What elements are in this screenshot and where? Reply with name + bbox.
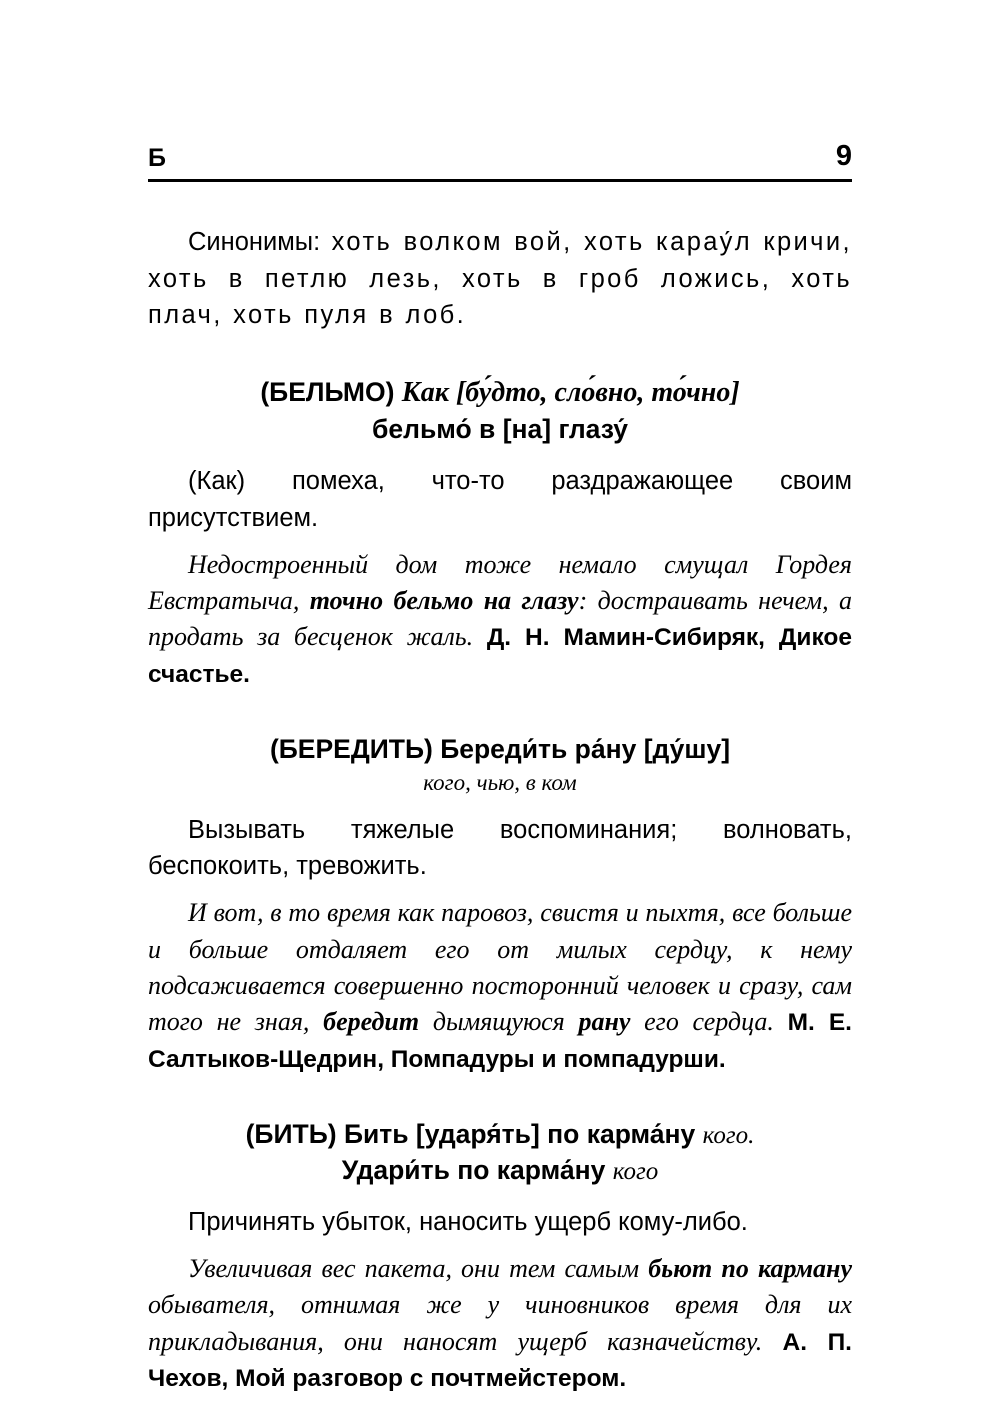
synonyms-list: хоть волком вой, хоть карау́л кричи, хоть в петлю лезь, хоть в гроб ложись, хоть плач, хоть пуля в лоб. bbox=[148, 228, 852, 330]
citation-part: : достраивать нечем, а продать за бесценок жаль. bbox=[148, 586, 853, 652]
entry-headword-line bbox=[148, 1117, 852, 1188]
citation-source: А. П. Чехов, Мой разговор с почтмейстером. bbox=[148, 1328, 852, 1392]
header-divider bbox=[148, 179, 852, 182]
entry-headword-line bbox=[148, 374, 852, 447]
synonyms-paragraph bbox=[148, 224, 852, 334]
entry-citation bbox=[148, 1251, 852, 1397]
citation-bold: точно бельмо на глазу bbox=[309, 586, 579, 615]
citation-source: М. Е. Салтыков-Щедрин, Помпадуры и помпадурши. bbox=[148, 1009, 852, 1073]
citation-part: И вот, в то время как паровоз, свистя и пыхтя, все больше и больше отдаляет его от милых сердцу, к нему подсаживается совершенно посторонний человек и сразу, сам того не зная, bbox=[148, 898, 852, 1037]
entry-definition: Вызывать тяжелые воспоминания; волновать, беспокоить, тревожить. bbox=[148, 815, 852, 881]
entry-definition: (Как) помеха, что-то раздражающее своим присутствием. bbox=[148, 467, 852, 532]
citation-bold: рану bbox=[578, 1007, 631, 1037]
entry-citation bbox=[148, 895, 852, 1077]
synonyms-label: Синонимы: bbox=[188, 228, 321, 256]
entry-belmo bbox=[148, 374, 852, 692]
headword: (БЕРЕДИТЬ) bbox=[269, 734, 433, 765]
entry-beredit bbox=[148, 732, 852, 1077]
page-number: 9 bbox=[835, 140, 852, 172]
running-head-letter: Б bbox=[148, 144, 167, 172]
headword-variant: Как [бу́дто, сло́вно, то́чно] bbox=[401, 377, 740, 409]
citation-part: его сердца. bbox=[630, 1007, 788, 1037]
citation-part: дымящуюся bbox=[419, 1007, 579, 1037]
entry-bit bbox=[148, 1117, 852, 1396]
headword-line2: бельмо́ в [на] глазу́ bbox=[372, 413, 628, 444]
citation-part: Недостроенный дом тоже немало смущал Гордея Евстратыча, bbox=[148, 549, 852, 615]
citation-part: обывателя, отнимая же у чиновников время для их прикладывания, они наносят ущерб казначейству. bbox=[148, 1290, 852, 1356]
headword-government-2: кого bbox=[612, 1157, 659, 1185]
headword: (БИТЬ) bbox=[245, 1119, 337, 1150]
entry-headword-line bbox=[148, 732, 852, 768]
entry-definition: Причинять убыток, наносить ущерб кому-либо. bbox=[188, 1208, 748, 1237]
headword-line1: Бить [ударя́ть] по карма́ну bbox=[343, 1119, 696, 1150]
headword: (БЕЛЬМО) bbox=[260, 377, 395, 408]
running-head bbox=[148, 140, 852, 179]
citation-bold: бьют по карману bbox=[648, 1253, 852, 1283]
entry-citation bbox=[148, 547, 852, 693]
entry-subhead: кого, чью, в ком bbox=[423, 769, 577, 795]
headword-line1: Береди́ть ра́ну [ду́шу] bbox=[440, 734, 731, 765]
citation-part: Увеличивая вес пакета, они тем самым bbox=[188, 1253, 649, 1283]
headword-line2: Удари́ть по карма́ну bbox=[341, 1154, 606, 1185]
headword-government-1: кого. bbox=[702, 1122, 755, 1150]
citation-source: Д. Н. Мамин-Сибиряк, Дикое счастье. bbox=[148, 624, 852, 688]
citation-bold: бередит bbox=[323, 1007, 420, 1037]
